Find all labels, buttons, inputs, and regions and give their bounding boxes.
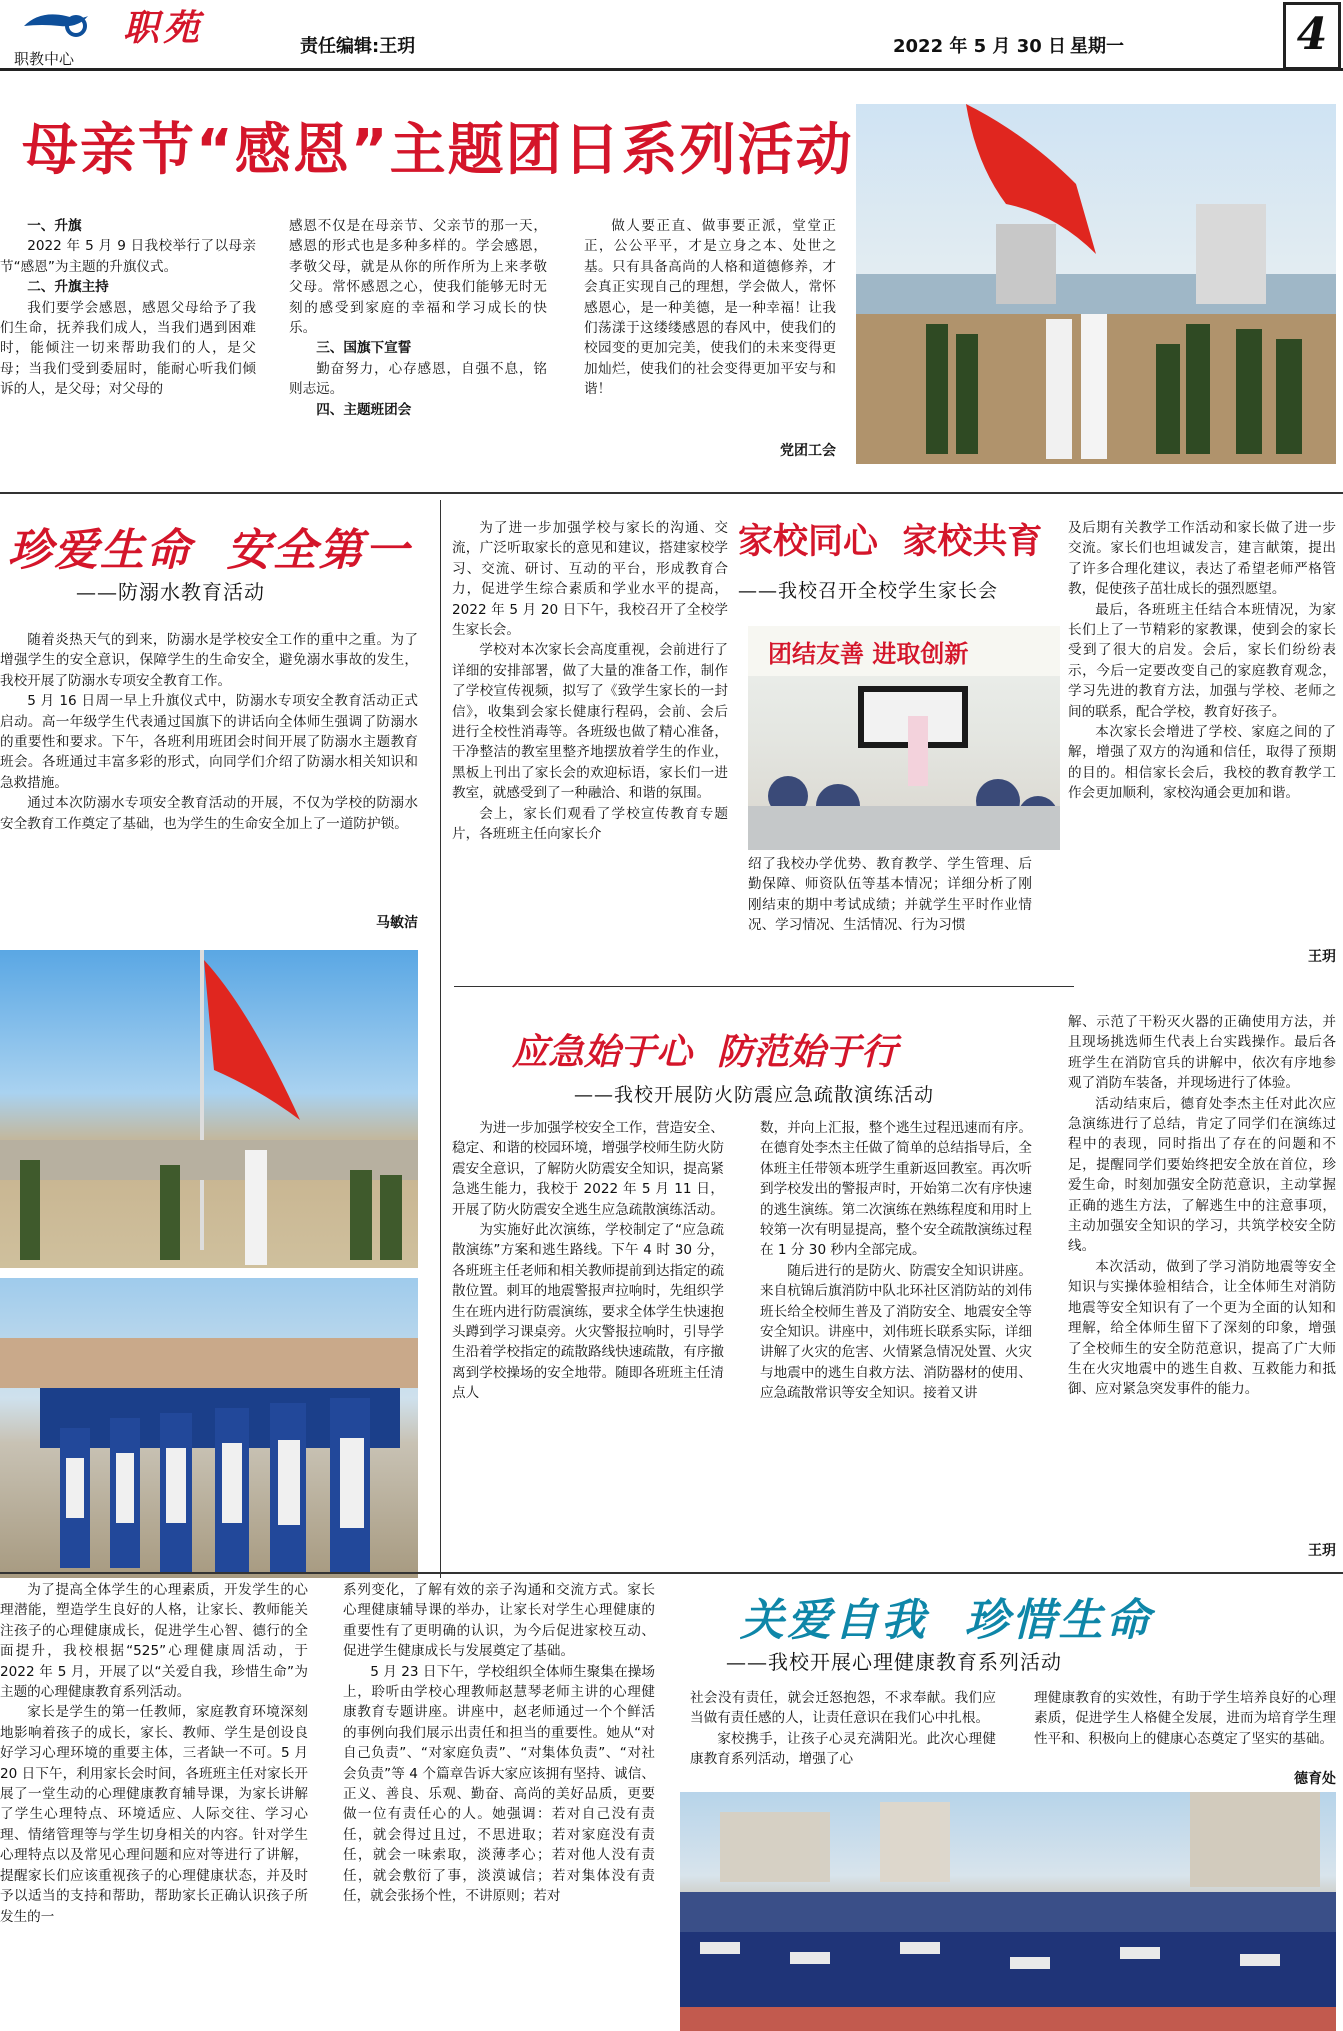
lecture-assembly-illustration (680, 1792, 1336, 2031)
lecture-assembly-photo (680, 1792, 1336, 2031)
flag-ceremony-illustration (856, 104, 1336, 464)
parents-signature: 王玥 (1308, 949, 1336, 965)
mental-col3 (690, 1688, 996, 1770)
paragraph: 为实施好此次演练，学校制定了“应急疏散演练”方案和逃生路线。下午 4 时 30 分，各班班主任老师和相关教师提前到达指定的疏散位置。刺耳的地震警报声拉响时，先组织学生在班内进行防震演练，要求全体学生快速抱头蹲到学习课桌旁。火灾警报拉响时，引导学生沿着学校指定的疏散路线快速疏散，有序撤离到学校操场的安全地带。随即各班班主任清点人 (452, 1222, 724, 1402)
masthead (0, 0, 1343, 74)
paragraph: 系列变化，了解有效的亲子沟通和交流方式。家长心理健康辅导课的举办，让家长对学生心理健康的重要性有了更明确的认识，为今后促进家校互动、促进学生健康成长与发展奠定了基础。 (343, 1582, 655, 1660)
separator (454, 986, 1074, 987)
paragraph: 本次活动，做到了学习消防地震等安全知识与实操体验相结合，让全体师生对消防地震等安全知识有了一个更为全面的认知和理解，给全体师生留下了深刻的印象，增强了全校师生的安全防范意识，提高了广大师生在火灾地震中的逃生自救、互救能力和抵御、应对紧急突发事件的能力。 (1068, 1258, 1336, 1398)
classroom-banner-text: 团结友善 进取创新 (768, 640, 969, 668)
section-name: 职苑 (123, 7, 204, 49)
mothers-day-signature: 党团工会 (780, 443, 836, 459)
mothers-day-title: 母亲节“感恩”主题团日系列活动 (22, 118, 854, 183)
paragraph: 为了提高全体学生的心理素质，开发学生的心理潜能，塑造学生良好的人格，让家长、教师能关注孩子的心理健康成长，促进学生心智、德行的全面提升，我校根据“525”心理健康周活动，于 2022 年 5 月，开展了以“关爱自我，珍惜生命”为主题的心理健康教育系列活动。 (0, 1582, 308, 1701)
paragraph: 通过本次防溺水专项安全教育活动的开展，不仅为学校的防溺水安全教育工作奠定了基础，也为学生的生命安全加上了一道防护锁。 (0, 795, 418, 832)
classroom-illustration (748, 626, 1060, 850)
paragraph: 最后，各班班主任结合本班情况，为家长们上了一节精彩的家教课，使到会的家长受到了很大的启发。会后，家长们纷纷表示，今后一定要改变自己的家庭教育观念，学习先进的教育方法，加强与学校、老师之间的联系，配合学校，教育好孩子。 (1068, 601, 1336, 720)
drowning-title: 珍爱生命 安全第一 (8, 525, 411, 576)
classroom-meeting-photo (748, 626, 1060, 850)
paragraph: 社会没有责任，就会迁怒抱怨，不求奉献。我们应当做有责任感的人，让责任意识在我们心中扎根。 (690, 1690, 996, 1727)
mothers-day-col1 (0, 216, 256, 400)
mental-subtitle: ——我校开展心理健康教育系列活动 (726, 1650, 1062, 1674)
paragraph: 学校对本次家长会高度重视，会前进行了详细的安排部署，做了大量的准备工作，制作了学校宣传视频，拟写了《致学生家长的一封信》，收集到会家长健康行程码，会前、会后进行全校性消毒等。各班级也做了精心准备，干净整洁的教室里整齐地摆放着学生的作业，黑板上刊出了家长会的欢迎标语，家长们一进教室，就感受到了一种融洽、和谐的氛围。 (452, 642, 728, 802)
drowning-body (0, 630, 418, 834)
mental-col2 (343, 1580, 655, 1907)
fire-subtitle: ——我校开展防火防震应急疏散演练活动 (574, 1084, 935, 1106)
paragraph: 活动结束后，德育处李杰主任对此次应急演练进行了总结，肯定了同学们在演练过程中的表现，同时指出了存在的问题和不足，提醒同学们要始终把安全放在首位，珍爱生命，时刻加强安全防范意识，主动掌握正确的逃生方法，了解逃生中的注意事项，主动加强安全知识的学习，共筑学校安全防线。 (1068, 1095, 1336, 1255)
masthead-rule (0, 68, 1343, 71)
flag-raising-photo (0, 950, 418, 1268)
drowning-signature: 马敏洁 (376, 915, 418, 931)
issue-date: 2022 年 5 月 30 日 (893, 36, 1067, 57)
school-logo-icon (20, 6, 92, 42)
fire-signature: 王玥 (1308, 1543, 1336, 1559)
paragraph: 勤奋努力，心存感恩，自强不息，铭则志远。 (289, 360, 547, 398)
page-number: 4 (1283, 2, 1341, 70)
flag-raising-illustration (0, 950, 418, 1268)
editor-label: 责任编辑:王玥 (300, 36, 416, 57)
paragraph: 我们要学会感恩，感恩父母给予了我们生命，抚养我们成人，当我们遇到困难时，能倾注一切来帮助我们的人，是父母；当我们受到委屈时，能耐心听我们倾诉的人，是父母；对父母的 (0, 299, 256, 398)
paragraph: 5 月 16 日周一早上升旗仪式中，防溺水专项安全教育活动正式启动。高一年级学生代表通过国旗下的讲话向全体师生强调了防溺水的重要性和要求。下午，各班利用班团会时间开展了防溺水主题教育班会。各班通过丰富多彩的形式，向同学们介绍了防溺水相关知识和急救措施。 (0, 693, 418, 791)
parents-col3 (1068, 518, 1336, 804)
paragraph: 随着炎热天气的到来，防溺水是学校安全工作的重中之重。为了增强学生的安全意识，保障学生的生命安全，避免溺水事故的发生，我校开展了防溺水专项安全教育工作。 (0, 632, 418, 689)
paragraph: 理健康教育的实效性，有助于学生培养良好的心理素质，促进学生人格健全发展，进而为培育学生理性平和、积极向上的健康心态奠定了坚实的基础。 (1034, 1690, 1336, 1747)
paragraph: 本次家长会增进了学校、家庭之间的了解，增强了双方的沟通和信任，取得了预期的目的。相信家长会后，我校的教育教学工作会更加顺利，家校沟通会更加和谐。 (1068, 724, 1336, 802)
fire-col3 (1068, 1012, 1336, 1400)
issue-weekday: 星期一 (1070, 36, 1124, 57)
fire-col2 (760, 1118, 1032, 1404)
column-divider (440, 500, 441, 1578)
paragraph: 及后期有关教学工作活动和家长做了进一步交流。家长们也坦诚发言，建言献策，提出了许多合理化建议，表达了希望老师严格管教，促使孩子茁壮成长的强烈愿望。 (1068, 520, 1336, 598)
fire-col1 (452, 1118, 724, 1404)
paragraph: 会上，家长们观看了学校宣传教育专题片，各班班主任向家长介 (452, 805, 728, 843)
org-label: 职教中心 (14, 50, 75, 68)
heading-host: 二、升旗主持 (27, 279, 109, 296)
fire-title: 应急始于心 防范始于行 (512, 1031, 898, 1073)
students-assembly-illustration (0, 1278, 418, 1578)
drowning-subtitle: ——防溺水教育活动 (76, 580, 265, 604)
paragraph: 解、示范了干粉灭火器的正确使用方法，并且现场挑选师生代表上台实践操作。最后各班学生在消防官兵的讲解中，依次有序地参观了消防车装备，并现场进行了体验。 (1068, 1014, 1336, 1092)
paragraph: 感恩不仅是在母亲节、父亲节的那一天，感恩的形式也是多种多样的。学会感恩，孝敬父母，就是从你的所作所为上来孝敬父母。常怀感恩之心，使我们能够无时无刻的感受到家庭的幸福和学习成长的快乐。 (289, 218, 547, 337)
heading-oath: 三、国旗下宣誓 (316, 340, 412, 357)
students-assembly-photo (0, 1278, 418, 1578)
heading-raise-flag: 一、升旗 (27, 218, 82, 234)
flag-ceremony-photo (856, 104, 1336, 464)
paragraph: 5 月 23 日下午，学校组织全体师生聚集在操场上，聆听由学校心理教师赵慧琴老师主讲的心理健康教育专题讲座。讲座中，赵老师通过一个个鲜活的事例向我们展示出责任和担当的重要性。她从“对自己负责”、“对家庭负责”、“对集体负责”、“对社会负责”等 4 个篇章告诉大家应该拥有坚持、诚信、正义、善良、乐观、勤奋、高尚的美好品质，更要做一位有责任心的人。她强调：若对自己没有责任，就会得过且过，不思进取；若对家庭没有责任，就会一味索取，淡薄孝心；若对他人没有责任，就会敷衍了事，淡漠诚信；若对集体没有责任，就会张扬个性，不讲原则；若对 (343, 1663, 655, 1905)
mental-col4 (1034, 1688, 1336, 1749)
separator (0, 1572, 1343, 1574)
mental-col1 (0, 1580, 308, 1927)
paragraph: 为了进一步加强学校与家长的沟通、交流，广泛听取家长的意见和建议，搭建家校学习、交流、研讨、互动的平台，形成教育合力，促进学生综合素质和学业水平的提高，2022 年 5 月 20 日下午，我校召开了全校学生家长会。 (452, 520, 728, 639)
paragraph: 绍了我校办学优势、教育教学、学生管理、后勤保障、师资队伍等基本情况；详细分析了刚刚结束的期中考试成绩；并就学生平时作业情况、学习情况、生活情况、行为习惯 (748, 856, 1032, 934)
parents-col2 (748, 854, 1032, 936)
mothers-day-col2 (289, 216, 547, 420)
paragraph: 家长是学生的第一任教师，家庭教育环境深刻地影响着孩子的成长，家长、教师、学生是创设良好学习心理环境的重要主体，三者缺一不可。5 月 20 日下午，利用家长会时间，各班班主任对家长开展了一堂生动的心理健康教育辅导课，为家长讲解了学生心理特点、环境适应、人际交往、学习心理、情绪管理等与学生切身相关的内容。针对学生心理特点以及常见心理问题和应对等进行了讲解，提醒家长们应该重视孩子的心理健康状态，并及时予以适当的支持和帮助，帮助家长正确认识孩子所发生的一 (0, 1704, 308, 1925)
parents-title: 家校同心 家校共育 (738, 522, 1043, 562)
parents-col1 (452, 518, 728, 845)
paragraph: 随后进行的是防火、防震安全知识讲座。来自杭锦后旗消防中队北环社区消防站的刘伟班长给全校师生普及了消防安全、地震安全等安全知识。讲座中，刘伟班长联系实际，详细讲解了火灾的危害、火情紧急情况处置、火灾与地震中的逃生自救方法、消防器材的使用、应急疏散常识等安全知识。接着又讲 (760, 1262, 1032, 1402)
paragraph: 2022 年 5 月 9 日我校举行了以母亲节“感恩”为主题的升旗仪式。 (0, 238, 256, 275)
mental-title: 关爱自我 珍惜生命 (740, 1595, 1153, 1646)
paragraph: 家校携手，让孩子心灵充满阳光。此次心理健康教育系列活动，增强了心 (690, 1730, 996, 1768)
paragraph: 数，并向上汇报，整个逃生过程迅速而有序。在德育处李杰主任做了简单的总结指导后，全体班主任带领本班学生重新返回教室。再次听到学校发出的警报声时，开始第二次有序快速的逃生演练。第二次演练在熟练程度和用时上较第一次有明显提高，整个安全疏散演练过程在 1 分 30 秒内全部完成。 (760, 1120, 1032, 1259)
parents-subtitle: ——我校召开全校学生家长会 (738, 580, 999, 602)
paragraph: 为进一步加强学校安全工作，营造安全、稳定、和谐的校园环境，增强学校师生防火防震安全意识，了解防火防震安全知识，提高紧急逃生能力，我校于 2022 年 5 月 11 日，开展了防火防震安全逃生应急疏散演练活动。 (452, 1120, 724, 1218)
separator (0, 492, 1343, 494)
paragraph: 做人要正直、做事要正派，堂堂正正，公公平平，才是立身之本、处世之基。只有具备高尚的人格和道德修养，才会真正实现自己的理想，学会做人，常怀感恩心，是一种美德，是一种幸福！让我们荡漾于这缕缕感恩的春风中，使我们的校园变的更加完美，使我们的未来变得更加灿烂，使我们的社会变得更加平安与和谐！ (584, 218, 836, 398)
mental-signature: 德育处 (1294, 1771, 1336, 1787)
heading-class-meeting: 四、主题班团会 (316, 401, 412, 418)
mothers-day-col3 (584, 216, 836, 400)
